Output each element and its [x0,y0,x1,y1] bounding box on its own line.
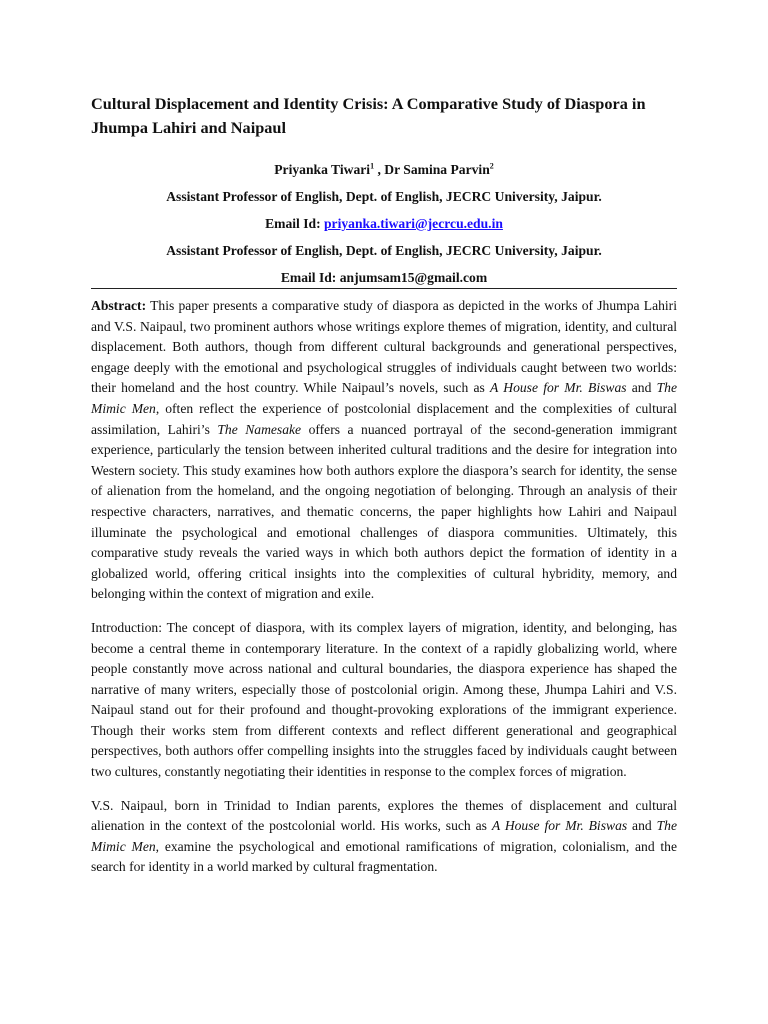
abstract-text-4: offers a nuanced portrayal of the second-generation immigrant experience, particularly the tension between inherited cultural traditions and the desire for integration into Western society. This study examines how both authors explore the diaspora’s search for identity, the sense of alienation from the homeland, and the ongoing negotiation of belonging. Through an analysis of their respective characters, narratives, and thematic concerns, the paper highlights how Lahiri and Naipaul illuminate the psychological and emotional challenges of diaspora communities. Ultimately, this comparative study reveals the varied ways in which both authors depict the formation of identity in a globalized world, offering critical insights into the complexities of cultural hybridity, memory, and belonging within the context of migration and exile. [91,421,677,602]
abstract-paragraph [91,296,677,605]
author-line [91,156,677,183]
email-2-line: Email Id: anjumsam15@gmail.com [280,270,488,285]
naipaul-text-3: , examine the psychological and emotional ramifications of migration, colonialism, and the search for identity in a world marked by cultural fragmentation. [91,838,677,875]
naipaul-paragraph [91,796,677,878]
author-1: Priyanka Tiwari [274,162,371,177]
abstract-text-1: This paper presents a comparative study of diaspora as depicted in the works of Jhumpa Lahiri and V.S. Naipaul, two prominent authors whose writings explore themes of migration, identity, and cultural displacement. Both authors, though from different cultural backgrounds and generational perspectives, engage deeply with the emotional and psychological struggles of individuals caught between two worlds: their homeland and the host country. While Naipaul’s novels, such as [91,298,677,396]
abstract-label: Abstract: [91,298,147,313]
paper-title: Cultural Displacement and Identity Crisis: A Comparative Study of Diaspora in Jhumpa Lahiri and Naipaul [91,94,646,137]
naipaul-title-2: The Mimic Men [91,818,677,854]
author-2-sup: 2 [489,161,494,171]
author-separator: , [374,162,385,177]
abstract-title-2: The Mimic Men [91,380,677,416]
author-1-sup: 1 [370,161,375,171]
abstract-title-1: A House for Mr. Biswas [490,380,627,396]
email-1-line [91,210,677,237]
paper-page [91,92,677,891]
naipaul-text-1: V.S. Naipaul, born in Trinidad to Indian parents, explores the themes of displacement and cultural alienation in the context of the postcolonial world. His works, such as [91,797,677,834]
affiliation-2: Assistant Professor of English, Dept. of English, JECRC University, Jaipur. [166,243,602,258]
abstract-text-3: , often reflect the experience of postcolonial displacement and the complexities of cultural assimilation, Lahiri’s [91,400,677,437]
email-1-link[interactable]: priyanka.tiwari@jecrcu.edu.in [324,216,503,231]
naipaul-text-2: and [627,818,657,834]
abstract-title-3: The Namesake [217,421,302,437]
affiliation-1: Assistant Professor of English, Dept. of English, JECRC University, Jaipur. [166,189,602,204]
author-2: Dr Samina Parvin [384,162,490,177]
email-1-label: Email Id: [265,216,324,231]
abstract-text-2: and [626,380,657,396]
introduction-paragraph: Introduction: The concept of diaspora, with its complex layers of migration, identity, and belonging, has become a central theme in contemporary literature. In the context of a rapidly globalizing world, where people constantly move across national and cultural boundaries, the diaspora experience has shaped the narrative of many writers, especially those of postcolonial origin. Among these, Jhumpa Lahiri and V.S. Naipaul stand out for their profound and thought-provoking explorations of the immigrant experience. Though their works stem from different contexts and reflect different generational and geographical perspectives, both authors offer compelling insights into the struggles faced by individuals caught between two cultures, constantly negotiating their identities in response to the complex forces of migration. [91,619,677,780]
naipaul-title-1: A House for Mr. Biswas [491,818,628,834]
